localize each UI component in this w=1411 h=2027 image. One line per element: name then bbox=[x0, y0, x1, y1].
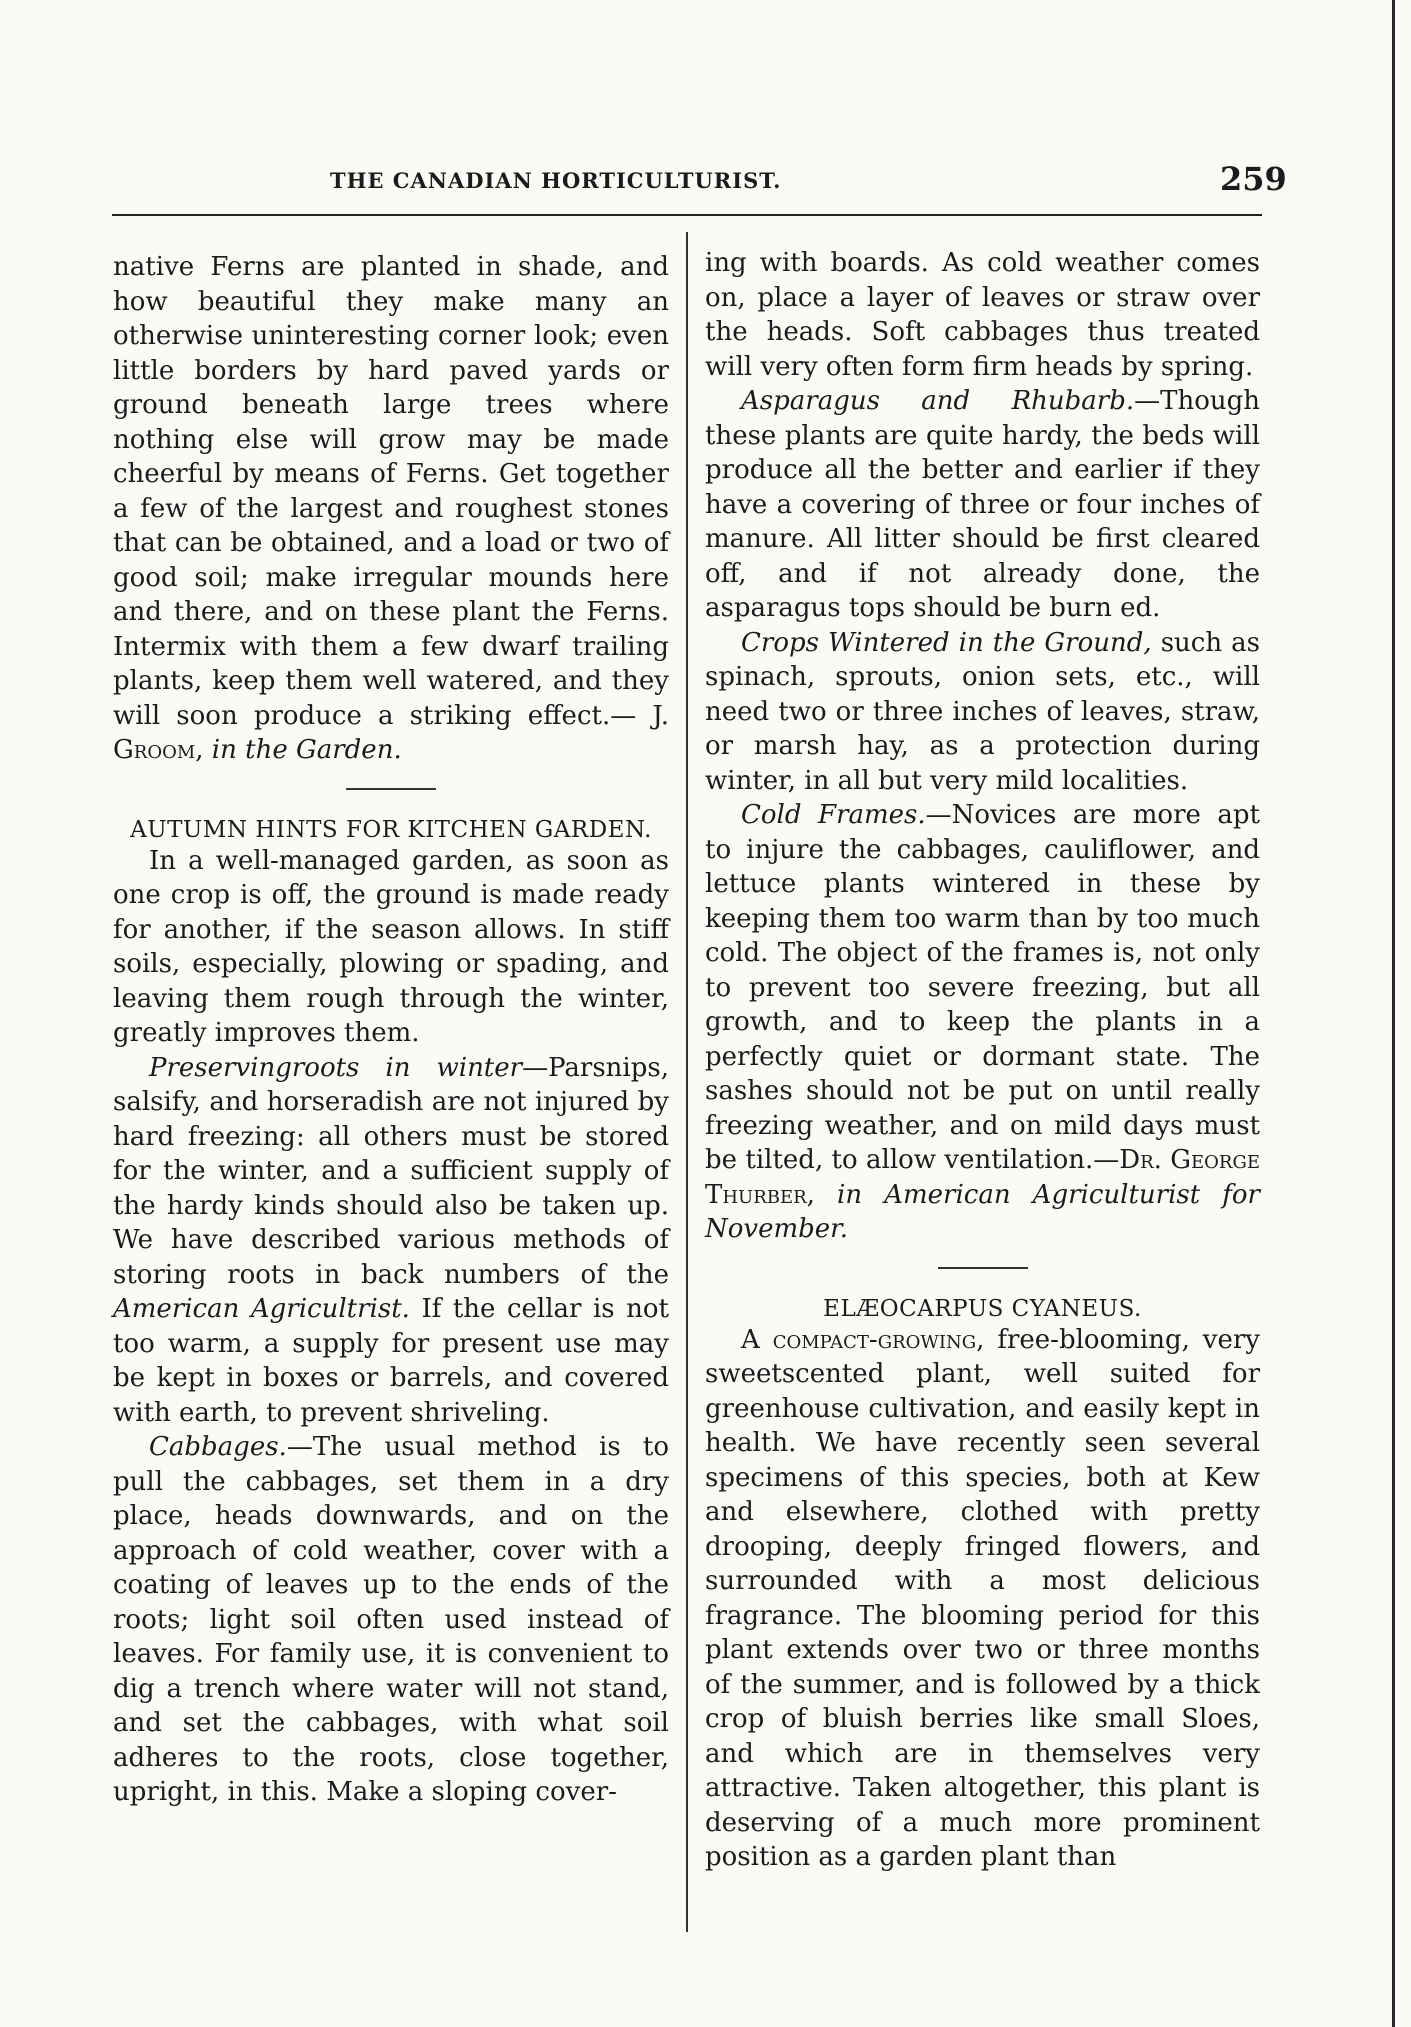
paragraph-preserving-roots: Preservingroots in winter—Parsnips, salsify, and horseradish are not injured by hard freezing: all others must be stored for the winter, and a sufficient supply of the hardy kinds should also be taken up. We have described various methods of storing roots in back numbers of the American Agricultrist. If the cellar is not too warm, a supply for present use may be kept in boxes or barrels, and covered with earth, to prevent shriveling. bbox=[113, 1052, 669, 1428]
section-heading-elaeocarpus: ELÆOCARPUS CYANEUS. bbox=[823, 1295, 1142, 1322]
reference-american-agriculturist: American Agricultrist. bbox=[113, 1294, 410, 1324]
page-number: 259 bbox=[1220, 160, 1287, 198]
page-header-title: THE CANADIAN HORTICULTURIST. bbox=[330, 168, 782, 193]
paragraph-ferns: native Ferns are planted in shade, and how beautiful they make many an otherwise uninteresting corner look; even little borders by hard paved yards or ground beneath large trees where nothing else will grow may be made cheerful by means of Ferns. Get together a few of the largest and roughest stones that can be obtained, and a load or two of good soil; make irregular mounds here and there, and on these plant the Ferns. Intermix with them a few dwarf trailing plants, keep them well watered, and they will soon produce a striking effect.— J. Groom, in the Garden. bbox=[113, 252, 669, 765]
left-column bbox=[113, 250, 669, 1810]
page-right-edge bbox=[1392, 0, 1395, 2027]
paragraph-asparagus: Asparagus and Rhubarb.—Though these plants are quite hardy, the beds will produce all the better and earlier if they have a covering of three or four inches of manure. All litter should be first cleared off, and if not already done, the asparagus tops should be burn ed. bbox=[705, 386, 1260, 623]
lead-crops-wintered: Crops Wintered in the Ground, bbox=[741, 627, 1152, 658]
column-divider bbox=[686, 232, 688, 1932]
lead-preserving-roots: Preservingroots in winter bbox=[149, 1052, 523, 1083]
section-heading-autumn-hints: AUTUMN HINTS FOR KITCHEN GARDEN. bbox=[130, 816, 652, 843]
source-american-agriculturist: in American Agriculturist for November. bbox=[705, 1179, 1260, 1244]
author-groom: J. Groom, bbox=[113, 700, 669, 765]
section-separator bbox=[346, 788, 436, 790]
lead-cold-frames: Cold Frames. bbox=[741, 800, 926, 830]
right-column bbox=[705, 246, 1260, 1875]
paragraph-intro: In a well-managed garden, as soon as one crop is off, the ground is made ready for another, if the season allows. In stiff soils, especially, plowing or spading, and leaving them rough through the winter, greatly improves them. bbox=[113, 845, 669, 1048]
header-rule bbox=[112, 214, 1262, 216]
lead-cabbages: Cabbages. bbox=[149, 1432, 287, 1462]
paragraph-elaeocarpus: A compact-growing, free-blooming, very sweetscented plant, well suited for greenhouse cultivation, and easily kept in health. We have recently seen several specimens of this species, both at Kew and elsewhere, clothed with pretty drooping, deeply fringed flowers, and surrounded with a most delicious fragrance. The blooming period for this plant extends over two or three months of the summer, and is followed by a thick crop of bluish berries like small Sloes, and which are in themselves very attractive. Taken altogether, this plant is deserving of a much more prominent position as a garden plant than bbox=[705, 1324, 1260, 1872]
lead-compact-growing: A compact-growing, bbox=[741, 1324, 985, 1355]
paragraph-cold-frames: Cold Frames.—Novices are more apt to injure the cabbages, cauliflower, and lettuce plants wintered in these by keeping them too warm than by too much cold. The object of the frames is, not only to prevent too severe freezing, but all growth, and to keep the plants in a perfectly quiet or dormant state. The sashes should not be put on until really freezing weather, and on mild days must be tilted, to allow ventilation.—Dr. George Thurber, in American Agriculturist for November. bbox=[705, 800, 1261, 1244]
paragraph-crops-wintered: Crops Wintered in the Ground, such as spinach, sprouts, onion sets, etc., will need two or three inches of leaves, straw, or marsh hay, as a protection during winter, in all but very mild localities. bbox=[705, 627, 1260, 796]
lead-asparagus: Asparagus and Rhubarb. bbox=[741, 386, 1135, 416]
author-thurber: Dr. George Thurber, bbox=[705, 1145, 1260, 1210]
section-separator bbox=[938, 1267, 1028, 1269]
paragraph-cabbages: Cabbages.—The usual method is to pull the cabbages, set them in a dry place, heads downwards, and on the approach of cold weather, cover with a coating of leaves up to the ends of the roots; light soil often used instead of leaves. For family use, it is convenient to dig a trench where water will not stand, and set the cabbages, with what soil adheres to the roots, close together, upright, in this. Make a sloping cover- bbox=[113, 1432, 669, 1807]
paragraph-covering: ing with boards. As cold weather comes on, place a layer of leaves or straw over the heads. Soft cabbages thus treated will very often form firm heads by spring. bbox=[705, 248, 1260, 382]
source-garden: in the Garden. bbox=[203, 735, 402, 765]
